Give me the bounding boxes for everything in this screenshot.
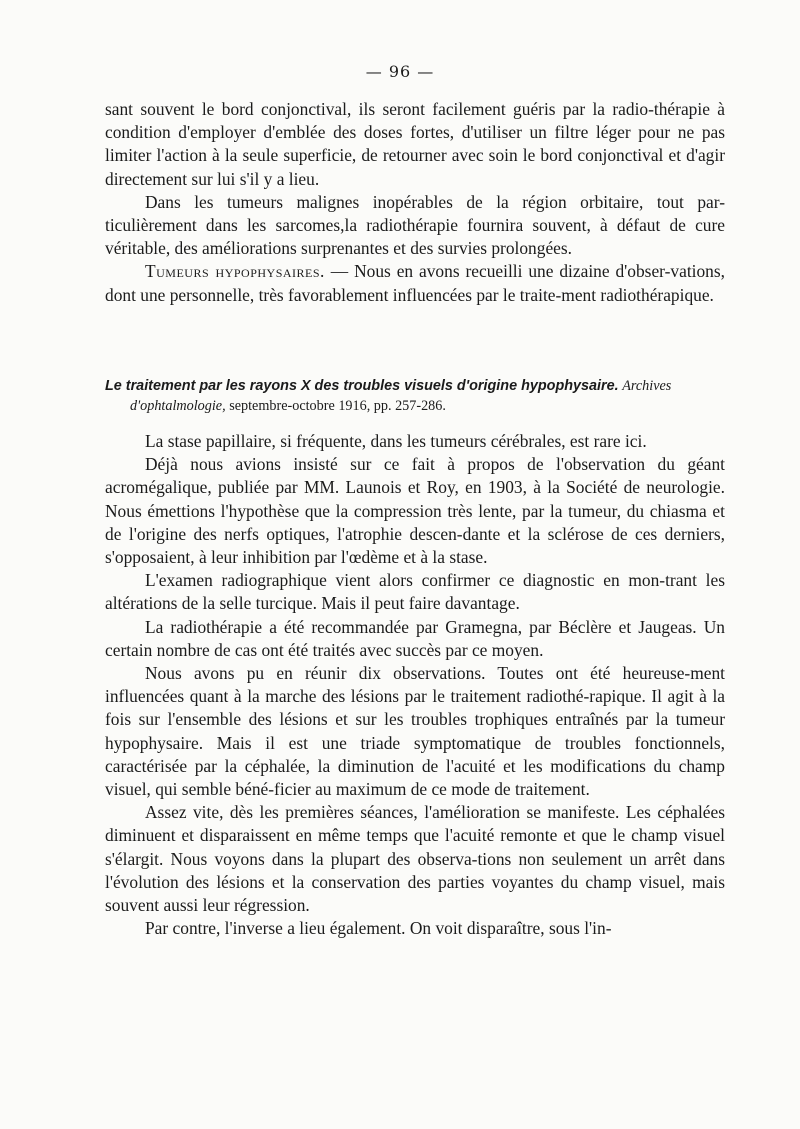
paragraph: L'examen radiographique vient alors confirmer ce diagnostic en mon-trant les altérations de la selle turcique. Mais il peut faire davantage.: [105, 570, 725, 614]
section-main-text: [105, 430, 725, 940]
paragraph: sant souvent le bord conjonctival, ils seront facilement guéris par la radio-thérapie à condition d'employer d'emblée des doses fortes, d'utiliser un filtre léger pour ne pas limiter l'action à la seule superficie, de retourner avec soin le bord conjonctival et d'agir directement sur lui s'il y a lieu.: [105, 99, 725, 189]
paragraph: Dans les tumeurs malignes inopérables de la région orbitaire, tout par-ticulièrement dans les sarcomes,la radiothérapie fournira souvent, à défaut de cure véritable, des améliorations surprenantes et des survies prolongées.: [105, 191, 725, 259]
page-number: — 96 —: [365, 62, 435, 81]
reference-journal: Archives: [622, 378, 672, 394]
paragraph: Par contre, l'inverse a lieu également. On voit disparaître, sous l'in-: [145, 918, 612, 939]
reference-journal-cont: d'ophtalmologie,: [130, 398, 226, 414]
paragraph: La stase papillaire, si fréquente, dans les tumeurs cérébrales, est rare ici.: [145, 431, 647, 451]
paragraph-hypophyseal: [105, 260, 725, 306]
reference-title: Le traitement par les rayons X des troubles visuels d'origine hypophysaire.: [105, 378, 619, 394]
bibliographic-reference: [105, 376, 725, 416]
section-orbital-tumors: [105, 98, 725, 307]
reference-details: septembre-octobre 1916, pp. 257-286.: [225, 398, 446, 414]
paragraph: Déjà nous avions insisté sur ce fait à propos de l'observation du géant acromégalique, publiée par MM. Launois et Roy, en 1903, à la Société de neurologie. Nous émettions l'hypothèse que la compression très lente, par la tumeur, du chiasma et de l'origine des nerfs optiques, l'atrophie descen-dante et la sclérose de ces derniers, s'opposaient, à leur inhibition par l'œdème et à la stase.: [105, 454, 725, 568]
reference-line-1: [105, 376, 725, 396]
section-heading: Tumeurs hypophysaires.: [145, 261, 325, 282]
reference-line-2: [105, 396, 725, 416]
paragraph: La radiothérapie a été recommandée par Gramegna, par Béclère et Jaugeas. Un certain nombre de cas ont été traités avec succès par ce moyen.: [105, 616, 725, 660]
paragraph: Nous avons pu en réunir dix observations. Toutes ont été heureuse-ment influencées quant à la marche des lésions par le traitement radiothé-rapique. Il agit à la fois sur l'ensemble des lésions et sur les troubles trophiques entraînés par la tumeur hypophysaire. Mais il est une triade symptomatique de troubles fonctionnels, caractérisée par la céphalée, la diminution de l'acuité et les modifications du champ visuel, qui semble béné-ficier au maximum de ce mode de traitement.: [105, 663, 725, 800]
paragraph-text: — Nous en avons recueilli une dizaine d'obser-vations, dont une personnelle, très favorablement influencées par le traite-ment radiothérapique.: [105, 261, 725, 305]
paragraph: Assez vite, dès les premières séances, l'amélioration se manifeste. Les céphalées diminuent et disparaissent en même temps que l'acuité remonte et que le champ visuel s'élargit. Nous voyons dans la plupart des observa-tions non seulement un arrêt dans l'évolution des lésions et la conservation des parties voyantes du champ visuel, mais souvent aussi leur régression.: [105, 802, 725, 916]
